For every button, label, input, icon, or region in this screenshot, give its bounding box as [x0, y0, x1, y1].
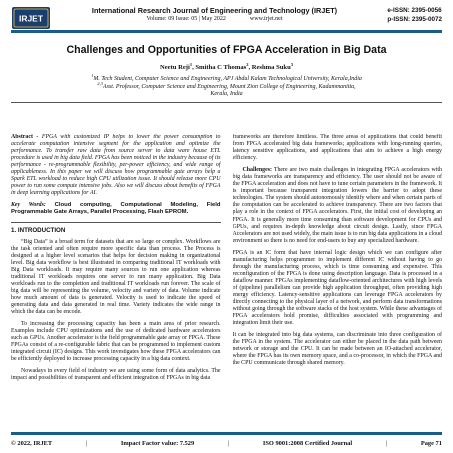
svg-text:IRJET: IRJET	[18, 13, 44, 24]
intro-paragraph-3: Nowadays in every field of industry we are using some form of data analytics. The impact and possibilities of transparent and efficient integration of FPGAs in big data	[11, 368, 221, 382]
pissn: p-ISSN: 2395-0072	[387, 16, 442, 23]
affiliation-2-cont: Kerala, India	[210, 91, 243, 98]
journal-issue-line	[55, 15, 374, 24]
section-heading-introduction: 1. INTRODUCTION	[11, 226, 66, 234]
journal-website[interactable]: www.irjet.net	[249, 16, 283, 22]
author-line: Neetu Reji$^1$, Smitha C Thomas$^2$, Reshma Suku$^3$	[159, 61, 294, 71]
header-rule	[11, 30, 442, 33]
keywords	[11, 202, 221, 216]
journal-volume: Volume: 09 Issue: 05 | May 2022	[146, 16, 226, 22]
journal-name: International Research Journal of Engineering and Technology (IRJET)	[91, 6, 338, 15]
footer-rule	[11, 432, 442, 435]
abstract-divider	[11, 222, 221, 223]
footer-impact-factor: Impact Factor value: 7.529	[120, 439, 195, 447]
title-divider	[11, 102, 442, 103]
journal-header	[11, 6, 442, 34]
challenges-text: There are two main challenges in integrating FPGA accelerators with big data frameworks are transparency and efficiency. The user should not be aware of the FPGA acceleration and does not have to tune certain parameters in the framework. It is important because transparent integration lowers the barrier to adopt these technologies. The system should autonomously identify where and when certain parts of the computation can be accelerated to achieve transparency. There are two factors that play a role in the context of FPGA accelerators. First, the initial cost of developing an FPGA. It is generally more time consuming than software development for CPUs and GPUs, and requires in-depth knowledge about circuit design. Lastly, since FPGA Accelerators are not used widely, the main issue is to run big data applications in a cloud environment so there is no need for end-users to buy any specialized hardware.	[232, 167, 442, 244]
author-3: Reshma Suku	[251, 64, 291, 71]
footer-page-number: Page 71	[420, 439, 442, 447]
right-column	[233, 134, 443, 424]
author-2-mark: 2	[246, 61, 249, 67]
intro-paragraph-2: To increasing the processing capacity has been a main area of prior research. Examples include CPU optimizations and the use of dedicated hardware accelerators such as GPUs. Another accelerator is the field programmable gate array or FPGA. These FPGAs consist of a re-configurable fabric that can be programmed to implement custom integrated circuit (IC) designs. This work investigates how these FPGA accelerators can be efficiently deployed to increase processing capacity in a big data context.	[11, 321, 221, 363]
abstract-text: FPGA with customized IP helps to lower the power consumption to accelerate computation intensive segment for the application and optimize the performance. To transfer raw data from source server to data ware house ETL procedure is used in big data field. FPGA has been noticed in the industry because of its performance - re-programmable flexibility, per-power efficiency, and wide range of applicableness. In this paper we will discuss how programmable gate arrays help a Spark ETL workload to reduce high CPU utilization issue. It should release more CPU power to run some compute intensive jobs. Also we will discuss about benefits of FPGA in deep learning applications for AI.	[11, 134, 221, 197]
paper-title: Challenges and Opportunities of FPGA Acceleration in Big Data	[66, 44, 387, 56]
col2-paragraph-1: frameworks are therefore limitless. The three areas of applications that could benefit from FPGA accelerated big data frameworks; applications with long-running queries, latency sensitive applications, and applications that aim to achieve a high energy efficiency.	[232, 134, 442, 162]
footer-iso: ISO 9001:2008 Certified Journal	[262, 439, 353, 447]
author-1: Neetu Reji	[159, 64, 190, 71]
author-2: Smitha C Thomas	[195, 64, 247, 71]
col2-paragraph-3: FPGA is an IC form that have internal logic design which we can configure after manufacturing helps programmer to implement different IC without having to go through the manufacturing process, which is time consuming and expensive. This reconfiguration of the FPGA is done using description language. Data is processed in a dataflow manner. FPGAs implementing dataflow-oriented architectures with high levels of (pipeline) parallelism can provide high application throughput, often providing high energy efficiency. Latency-sensitive applications can leverage FPGA accelerators by directly connecting to the physical layer of a network, and perform data transformations without going through the software stacks of the host system. While these advantages of FPGA accelerators hold promise, difficulties associated with programming and integration limit their use.	[232, 249, 442, 327]
keywords-label: Key Words:	[11, 202, 46, 209]
challenges-paragraph	[233, 167, 443, 245]
challenges-label: Challenges:	[242, 167, 272, 174]
left-column	[11, 134, 221, 424]
affiliation-2: $^{2,3}$Asst. Professor, Computer Science and Engineering, Mount Zion College of Engineering, Kadammanitta,	[97, 80, 356, 90]
author-1-mark: 1	[189, 61, 193, 67]
intro-paragraph-1: “Big Data” is a broad term for datasets that are so large or complex. Workflows are the task oriented and often require more specific data than process. The Process is designed at a higher level scenarios that helps for decision making in organizational level. Big data workflow is best illustrated in comparing traditional IT workloads with Big Data workloads. It may require many sources to run one application whereas traditional IT workloads requires one server to run many application. Big Data workloads run to the completion and traditional IT workloads run forever. The scale of big data will be representing the volume, velocity and variety of data. Volume indicate how much amount of data is generated. Velocity is used to indicate the speed of generating data and data generated in real time. Variety indicates the wide range in which the data can be encode.	[11, 238, 221, 315]
abstract	[11, 134, 221, 197]
affiliation-1: $^1$M. Tech Student, Computer Science and Engineering, APJ Abdul Kalam Technological University, Kerala,India	[91, 73, 362, 82]
abstract-label: Abstract -	[11, 134, 42, 140]
affiliations	[11, 73, 442, 99]
author-3-mark: 3	[290, 61, 294, 67]
footer-copyright: © 2022, IRJET	[11, 439, 53, 447]
body-columns	[11, 134, 442, 424]
keywords-text: Cloud computing, Computational Modeling, Field Programmable Gate Arrays, Parallel Processing, Flash EPROM.	[11, 202, 221, 216]
eissn: e-ISSN: 2395-0056	[387, 7, 442, 14]
col2-paragraph-4: It can be integrated into big data systems, can discriminate into three configuration of the FPGA in the system. The accelerator can either be placed in the data path between network or storage and the CPU. It can be made between an IO-attached accelerator, where the FPGA has its own memory space, and a co-processor, in which the FPGA and the CPU communicate through shared memory.	[232, 332, 442, 367]
page-footer: © 2022, IRJET | Impact Factor value: 7.529 | ISO 9001:2008 Certified Journal | Page 71	[11, 439, 442, 447]
journal-logo	[12, 7, 50, 29]
